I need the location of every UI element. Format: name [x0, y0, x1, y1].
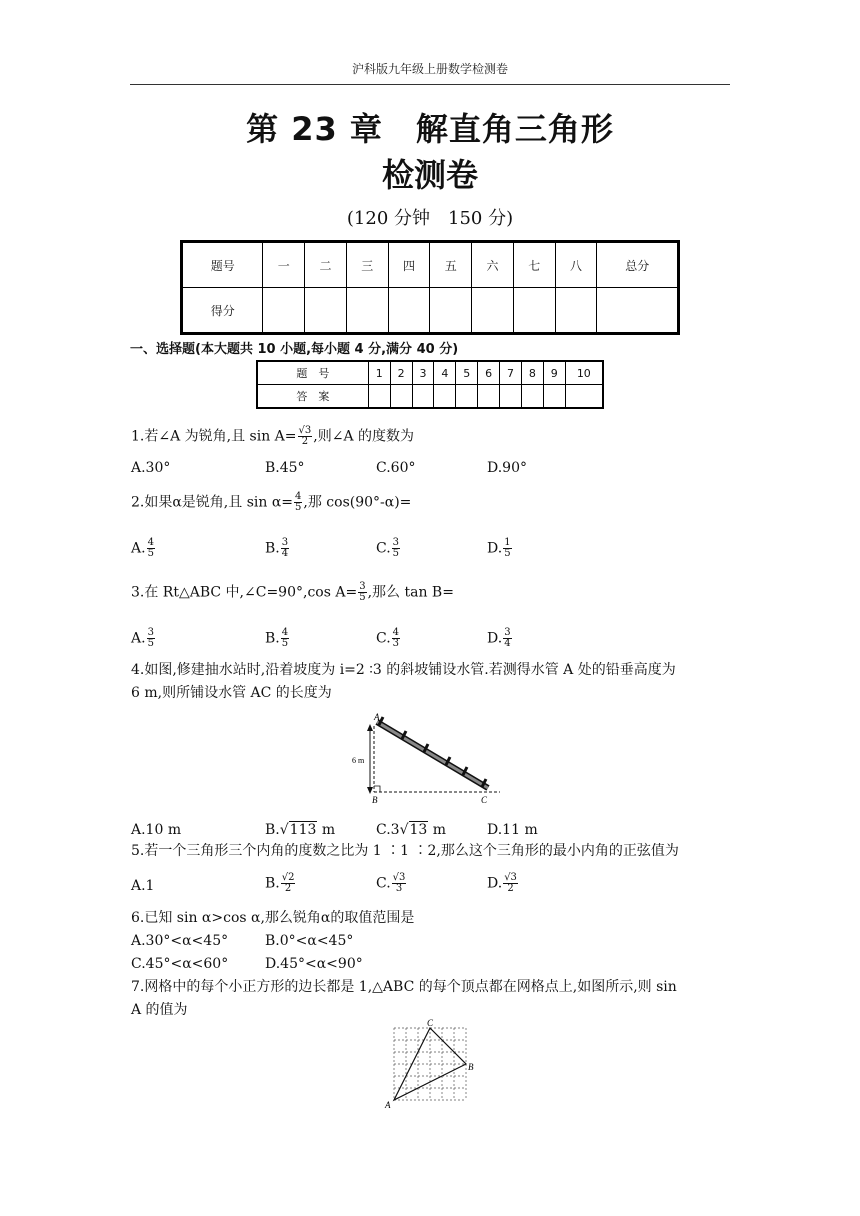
q2-d-prefix: D. [487, 540, 503, 557]
q3-b-prefix: B. [265, 630, 280, 647]
q3-b-den: 5 [281, 638, 289, 649]
answer-number: 4 [434, 361, 456, 385]
answer-number: 2 [390, 361, 412, 385]
q2-option-a[interactable] [131, 538, 156, 559]
score-header-cell: 题号 [182, 242, 263, 288]
score-header-cell: 五 [430, 242, 472, 288]
q3-den: 5 [359, 592, 366, 603]
answer-cell[interactable] [521, 385, 543, 409]
question-1-stem [131, 426, 414, 447]
q2-b-den: 4 [281, 548, 289, 559]
q2-b-prefix: B. [265, 540, 280, 557]
q3-text-post: ,那么 tan B= [367, 584, 454, 601]
q6-option-a[interactable]: A.30°<α<45° [131, 933, 229, 949]
q5-c-num: √3 [392, 872, 406, 883]
water-pipe-inner [377, 722, 488, 788]
q3-a-fraction [147, 628, 155, 649]
score-header-cell: 八 [555, 242, 597, 288]
answer-number: 7 [500, 361, 522, 385]
height-arrow-bottom [367, 787, 373, 794]
label-b: B [468, 1062, 474, 1072]
answer-number: 8 [521, 361, 543, 385]
q5-option-b[interactable] [265, 873, 296, 894]
answer-cell[interactable] [478, 385, 500, 409]
score-cell[interactable] [263, 288, 305, 334]
q2-d-fraction [503, 538, 511, 559]
answer-cell[interactable] [390, 385, 412, 409]
label-c: C [427, 1018, 434, 1028]
q1-option-c[interactable]: C.60° [376, 460, 416, 476]
q2-text-pre: 2.如果α是锐角,且 sin α= [131, 494, 294, 511]
question-4-stem-line1: 4.如图,修建抽水站时,沿着坡度为 i=2 ∶3 的斜坡铺设水管.若测得水管 A 处的铅垂高度为 [131, 662, 676, 678]
score-cell[interactable] [555, 288, 597, 334]
q2-b-num: 3 [281, 537, 289, 548]
q1-option-b[interactable]: B.45° [265, 460, 305, 476]
q3-option-d[interactable] [487, 628, 513, 649]
score-header-cell: 四 [388, 242, 430, 288]
q5-d-num: √3 [504, 872, 517, 883]
q2-a-num: 4 [147, 537, 154, 548]
q1-fraction [298, 426, 313, 447]
right-angle-mark [374, 786, 380, 792]
q3-text-pre: 3.在 Rt△ABC 中,∠C=90°,cos A= [131, 584, 358, 601]
answer-number: 5 [456, 361, 478, 385]
answer-number: 10 [565, 361, 603, 385]
q2-option-d[interactable] [487, 538, 513, 559]
label-a: A [385, 1100, 391, 1110]
q3-d-num: 3 [504, 627, 511, 638]
score-cell[interactable] [513, 288, 555, 334]
q5-c-prefix: C. [376, 875, 391, 892]
q2-b-fraction [281, 538, 289, 559]
q5-d-prefix: D. [487, 875, 503, 892]
score-header-cell: 一 [263, 242, 305, 288]
answer-cell[interactable] [412, 385, 434, 409]
answer-number: 9 [543, 361, 565, 385]
answer-number: 6 [478, 361, 500, 385]
q3-c-den: 3 [392, 638, 400, 649]
answer-number-row [257, 361, 603, 385]
q1-option-a[interactable]: A.30° [131, 460, 171, 476]
question-3-stem [131, 582, 454, 603]
q4-option-c[interactable]: C.3√13 m [376, 822, 447, 838]
q3-a-num: 3 [147, 627, 154, 638]
q4-b-prefix: B. [265, 822, 280, 838]
q2-c-fraction [392, 538, 400, 559]
q4-option-a[interactable]: A.10 m [131, 822, 182, 838]
question-5-stem: 5.若一个三角形三个内角的度数之比为 1 ∶1 ∶2,那么这个三角形的最小内角的正弦值为 [131, 843, 679, 859]
grid-triangle-figure [382, 1018, 482, 1110]
score-cell[interactable] [346, 288, 388, 334]
label-c: C [481, 795, 488, 805]
q5-b-fraction [281, 873, 296, 894]
q3-c-prefix: C. [376, 630, 391, 647]
q3-a-den: 5 [147, 638, 154, 649]
q2-c-num: 3 [392, 537, 400, 548]
score-header-cell: 二 [305, 242, 347, 288]
exam-title: 检测卷 [381, 156, 478, 194]
q2-option-b[interactable] [265, 538, 290, 559]
grid-lines [394, 1028, 466, 1100]
answer-fill-row [257, 385, 603, 409]
score-header-cell: 总分 [597, 242, 679, 288]
answer-number: 1 [368, 361, 390, 385]
q1-text-pre: 1.若∠A 为锐角,且 sin A= [131, 428, 297, 445]
score-cell[interactable] [388, 288, 430, 334]
q3-num: 3 [359, 581, 366, 592]
answer-cell[interactable] [456, 385, 478, 409]
question-6-stem: 6.已知 sin α>cos α,那么锐角α的取值范围是 [131, 910, 415, 926]
q4-c-unit: m [428, 822, 447, 838]
q1-text-post: ,则∠A 的度数为 [313, 428, 415, 445]
q5-b-num: √2 [281, 872, 295, 883]
q2-a-prefix: A. [131, 540, 146, 557]
q5-d-den: 2 [507, 883, 514, 894]
header-rule [130, 84, 730, 85]
q2-c-prefix: C. [376, 540, 391, 557]
q4-option-d[interactable]: D.11 m [487, 822, 538, 838]
question-7-stem-line2: A 的值为 [131, 1002, 188, 1018]
q2-d-num: 1 [504, 537, 511, 548]
q5-option-c[interactable] [376, 873, 407, 894]
q3-d-fraction [503, 628, 511, 649]
q6-option-d[interactable]: D.45°<α<90° [265, 956, 363, 972]
q6-option-c[interactable]: C.45°<α<60° [131, 956, 229, 972]
q3-d-prefix: D. [487, 630, 503, 647]
height-arrow-top [367, 724, 373, 731]
score-row-label: 得分 [182, 288, 263, 334]
q2-a-den: 5 [147, 548, 154, 559]
answer-cell[interactable] [543, 385, 565, 409]
q3-d-den: 4 [504, 638, 511, 649]
q2-den: 5 [295, 502, 302, 513]
q4-b-unit: m [317, 822, 336, 838]
score-cell[interactable] [305, 288, 347, 334]
score-cell[interactable] [597, 288, 679, 334]
q5-b-prefix: B. [265, 875, 280, 892]
q1-num: √3 [298, 425, 312, 436]
q2-option-c[interactable] [376, 538, 401, 559]
label-b: B [372, 795, 378, 805]
label-a: A [374, 712, 380, 722]
q3-c-fraction [392, 628, 400, 649]
q2-a-fraction [147, 538, 155, 559]
chapter-title: 第 23 章 解直角三角形 [246, 110, 614, 148]
q5-option-d[interactable] [487, 873, 519, 894]
answer-cell[interactable] [565, 385, 603, 409]
answer-cell[interactable] [368, 385, 390, 409]
q3-a-prefix: A. [131, 630, 146, 647]
time-and-score: (120 分钟 150 分) [346, 208, 514, 229]
q2-c-den: 5 [392, 548, 400, 559]
answer-table [256, 360, 604, 409]
q5-c-fraction [392, 873, 407, 894]
q5-b-den: 2 [284, 883, 292, 894]
q3-b-num: 4 [281, 627, 289, 638]
q3-option-b[interactable] [265, 628, 290, 649]
label-height: 6 m [352, 756, 365, 765]
question-2-stem [131, 492, 411, 513]
q2-d-den: 5 [504, 548, 511, 559]
q3-option-c[interactable] [376, 628, 401, 649]
score-header-cell: 六 [472, 242, 514, 288]
q5-d-fraction [503, 873, 518, 894]
q3-option-a[interactable] [131, 628, 156, 649]
question-4-stem-line2: 6 m,则所铺设水管 AC 的长度为 [131, 685, 332, 701]
score-value-row [182, 288, 679, 334]
score-header-cell: 七 [513, 242, 555, 288]
answer-label: 题 号 [257, 361, 368, 385]
score-table [180, 240, 680, 335]
q6-option-b[interactable]: B.0°<α<45° [265, 933, 354, 949]
score-cell[interactable] [430, 288, 472, 334]
answer-label: 答 案 [257, 385, 368, 409]
running-header: 沪科版九年级上册数学检测卷 [351, 62, 508, 76]
q3-b-fraction [281, 628, 289, 649]
q3-c-num: 4 [392, 627, 400, 638]
q5-option-a[interactable]: A.1 [131, 878, 155, 894]
question-7-stem-line1: 7.网格中的每个小正方形的边长都是 1,△ABC 的每个顶点都在网格点上,如图所示,则 sin [131, 979, 677, 995]
q2-text-post: ,那 cos(90°-α)= [303, 494, 412, 511]
q4-option-b[interactable]: B.√113 m [265, 822, 336, 838]
q2-fraction [294, 492, 302, 513]
answer-number: 3 [412, 361, 434, 385]
q2-num: 4 [295, 491, 302, 502]
q1-den: 2 [301, 436, 309, 447]
score-header-row [182, 242, 679, 288]
score-header-cell: 三 [346, 242, 388, 288]
q4-b-radicand: 113 [289, 822, 317, 838]
q4-c-prefix: C.3 [376, 822, 400, 838]
slope-pipe-figure [350, 708, 510, 808]
section-heading: 一、选择题(本大题共 10 小题,每小题 4 分,满分 40 分) [130, 342, 459, 357]
q4-c-radicand: 13 [409, 822, 428, 838]
q3-fraction [358, 582, 366, 603]
q5-c-den: 3 [395, 883, 403, 894]
q1-option-d[interactable]: D.90° [487, 460, 527, 476]
answer-cell[interactable] [500, 385, 522, 409]
score-cell[interactable] [472, 288, 514, 334]
answer-cell[interactable] [434, 385, 456, 409]
